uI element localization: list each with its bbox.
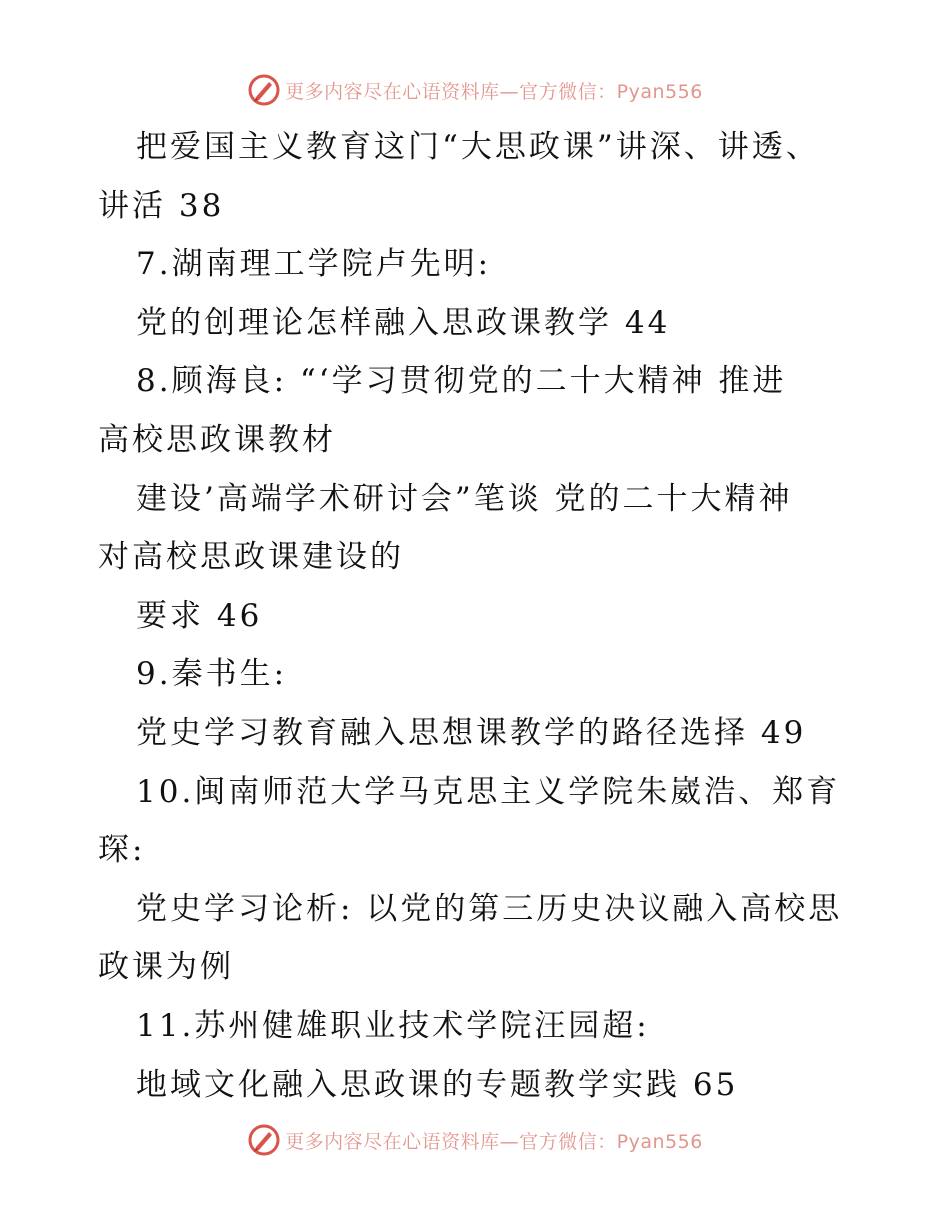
- toc-line: 琛:: [98, 832, 146, 869]
- toc-line: 11.苏州健雄职业技术学院汪园超:: [136, 1007, 650, 1044]
- footer-watermark: [0, 1122, 950, 1158]
- toc-line: 7.湖南理工学院卢先明:: [136, 246, 492, 283]
- toc-line: 党史学习论析: 以党的第三历史决议融入高校思: [136, 890, 843, 927]
- toc-line: 党的创理论怎样融入思政课教学 44: [136, 304, 671, 341]
- pen-logo-icon: [247, 73, 281, 107]
- toc-line: 9.秦书生:: [136, 656, 288, 693]
- toc-line: 高校思政课教材: [98, 421, 336, 458]
- pen-logo-icon: [247, 1123, 281, 1157]
- toc-line: 讲活 38: [98, 187, 225, 224]
- toc-line: 建设’高端学术研讨会”笔谈 党的二十大精神: [136, 480, 793, 517]
- toc-line: 党史学习教育融入思想课教学的路径选择 49: [136, 714, 807, 751]
- watermark-text: 更多内容尽在心语资料库—官方微信：Pyan556: [285, 1130, 703, 1153]
- toc-line: 对高校思政课建设的: [98, 539, 404, 576]
- toc-content: [98, 118, 858, 1114]
- toc-line: 把爱国主义教育这门“大思政课”讲深、讲透、: [136, 129, 820, 165]
- toc-line: 8.顾海良: “‘学习贯彻党的二十大精神 推进: [136, 363, 787, 400]
- watermark-text: 更多内容尽在心语资料库—官方微信：Pyan556: [285, 80, 703, 103]
- toc-line: 要求 46: [136, 597, 263, 634]
- header-watermark: [0, 72, 950, 108]
- toc-line: 10.闽南师范大学马克思主义学院朱崴浩、郑育: [136, 773, 841, 810]
- toc-line: 地域文化融入思政课的专题教学实践 65: [136, 1066, 739, 1103]
- toc-line: 政课为例: [98, 949, 234, 986]
